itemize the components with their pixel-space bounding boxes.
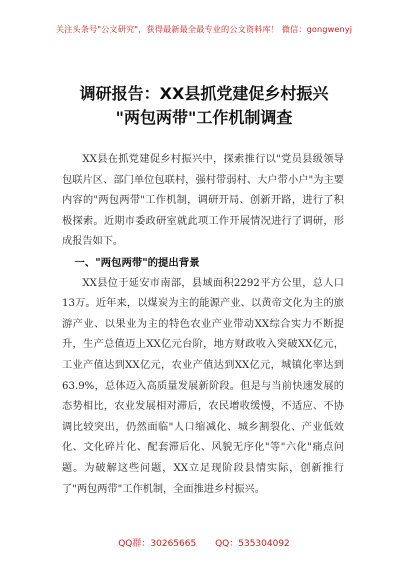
- title-line-2: "两包两带"工作机制调查: [115, 108, 293, 127]
- footer-contact: [0, 536, 408, 549]
- section-1-heading: 一、"两包两带"的提出背景: [74, 256, 200, 269]
- header-promo-note: 关注头条号"公文研究"，获得最新最全最专业的公文资料库！ 微信：gongwenyj: [55, 24, 353, 34]
- footer-qq-group: QQ群：30265665: [118, 539, 197, 549]
- footer-qq: QQ：535304092: [215, 539, 290, 549]
- intro-paragraph: XX县在抓党建促乡村振兴中，探索推行以"党员县级领导包联片区、部门单位包联村，强村带弱村、大户带小户"为主要内容的"两包两带"工作机制，调研开局、创新开路，进行了积极探索。近期市委政研室就此项工作开展情况进行了调研，形成报告如下。: [62, 154, 344, 248]
- section-1-paragraph: XX县位于延安市南部，县域面积2292平方公里，总人口13万。近年来，以煤炭为主的能源产业、以黄帝文化为主的旅游产业、以果业为主的特色农业产业带动XX综合实力不断提升，生产总值迈上XX亿元台阶，地方财政收入突破XX亿元，工业产值达到XX亿元，农业产值达到XX亿元，城镇化率达到63.9%，总体迈入高质量发展新阶段。但是与当前快速发展的态势相比，农业发展相对滞后，农民增收缓慢，不适应、不协调比较突出，仍然面临"人口缩减化、城乡割裂化、产业低效化、文化碎片化、配套滞后化、风貌无序化"等"六化"痛点问题。为破解这些问题，XX立足现阶段县情实际，创新推行了"两包两带"工作机制，全面推进乡村振兴。: [62, 277, 344, 495]
- document-body: [62, 150, 344, 500]
- document-title: [0, 82, 408, 130]
- title-line-1: 调研报告：XX县抓党建促乡村振兴: [79, 84, 329, 103]
